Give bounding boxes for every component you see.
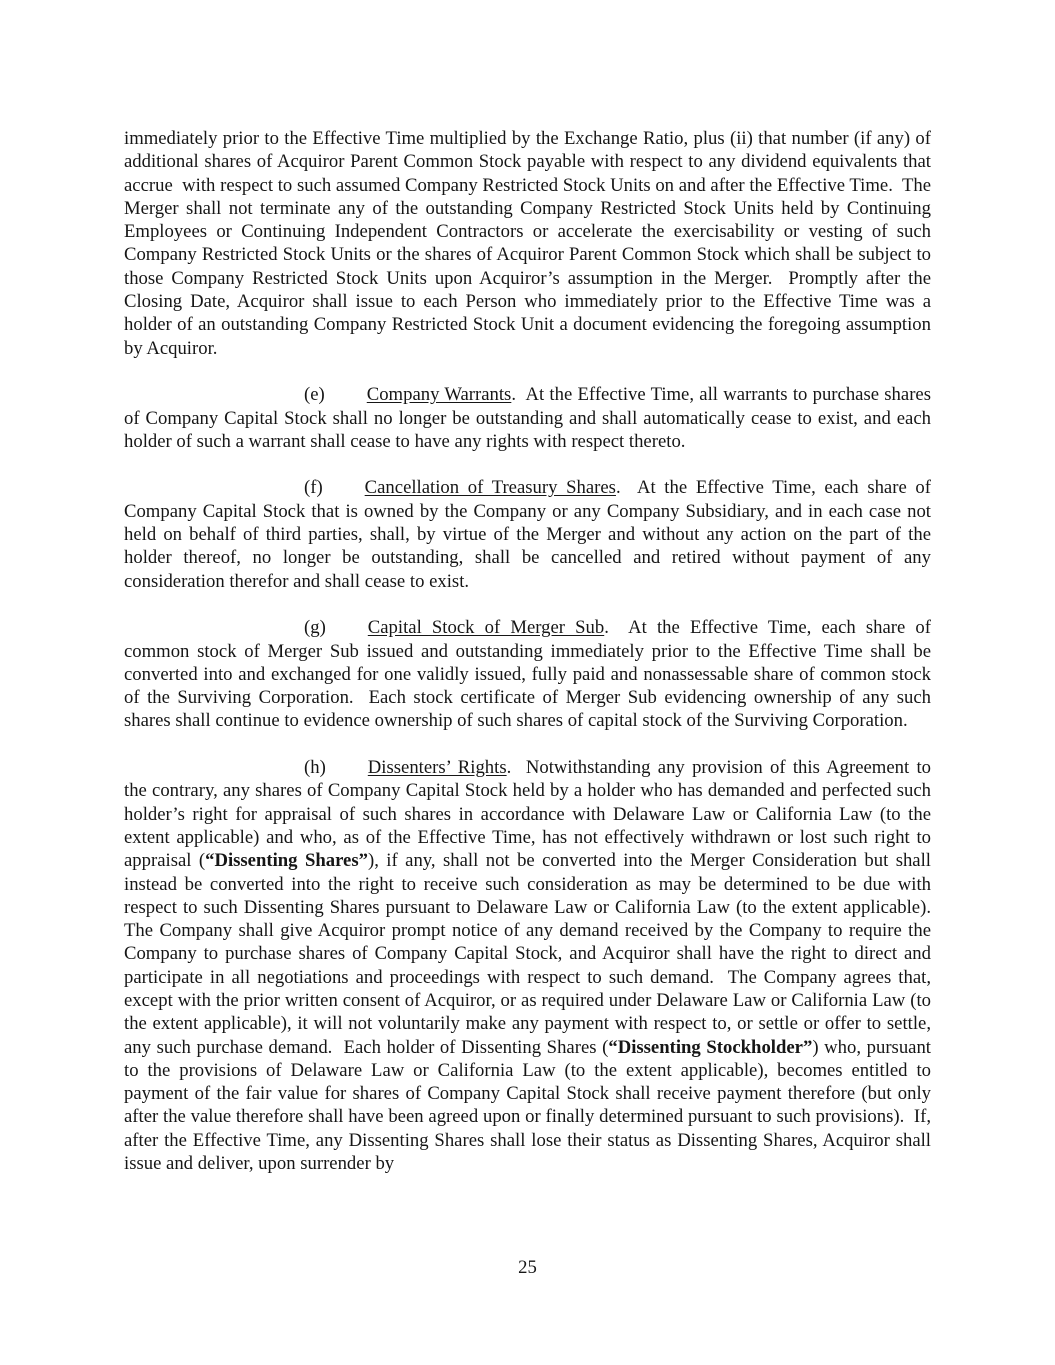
paragraph-e-company-warrants: (e) Company Warrants. At the Effective Time, all warrants to purchase shares of Company Capital Stock shall no longer be outstanding and shall automatically cease to exist, and each holder of such a warrant shall cease to have any rights with respect thereto. [124, 384, 936, 452]
paragraph-continuation: immediately prior to the Effective Time multiplied by the Exchange Ratio, plus (ii) that number (if any) of additional shares of Acquiror Parent Common Stock payable with respect to any dividend equivalents that accrue with respect to such assumed Company Restricted Stock Units on and after the Effective Time. The Merger shall not terminate any of the outstanding Company Restricted Stock Units held by Continuing Employees or Continuing Independent Contractors or accelerate the exercisability or vesting of such Company Restricted Stock Units or the shares of Acquiror Parent Common Stock which shall be subject to those Company Restricted Stock Units upon Acquiror’s assumption in the Merger. Promptly after the Closing Date, Acquiror shall issue to each Person who immediately prior to the Effective Time was a holder of an outstanding Company Restricted Stock Unit a document evidencing the foregoing assumption by Acquiror. [124, 128, 936, 359]
page-number: 25 [518, 1257, 537, 1278]
section-heading: Company Warrants [366, 384, 512, 406]
section-heading: Dissenters’ Rights [367, 757, 507, 779]
defined-term: “Dissenting Stockholder” [608, 1036, 813, 1058]
page-body [124, 127, 941, 1175]
paragraph-f-cancellation-of-treasury-shares: (f) Cancellation of Treasury Shares. At the Effective Time, each share of Company Capital Stock that is owned by the Company or any Company Subsidiary, and in each case not held on behalf of third parties, shall, by virtue of the Merger and without any action on the part of the holder thereof, no longer be outstanding, shall be cancelled and retired without payment of any consideration therefor and shall cease to exist. [124, 477, 936, 592]
section-heading: Cancellation of Treasury Shares [364, 477, 616, 499]
section-heading: Capital Stock of Merger Sub [367, 617, 605, 639]
paragraph-h-dissenters-rights: (h) Dissenters’ Rights. Notwithstanding any provision of this Agreement to the contrary, any shares of Company Capital Stock held by a holder who has demanded and perfected such holder’s right for appraisal of such shares in accordance with Delaware Law or California Law (to the extent applicable) and who, as of the Effective Time, has not effectively withdrawn or lost such right to appraisal (“Dissenting Shares”), if any, shall not be converted into the Merger Consideration but shall instead be converted into the right to receive such consideration as may be determined to be due with respect to such Dissenting Shares pursuant to Delaware Law or California Law (to the extent applicable). The Company shall give Acquiror prompt notice of any demand received by the Company to require the Company to purchase shares of Company Capital Stock, and Acquiror shall have the right to direct and participate in all negotiations and proceedings with respect to such demand. The Company agrees that, except with the prior written consent of Acquiror, or as required under Delaware Law or California Law (to the extent applicable), it will not voluntarily make any payment with respect to, or settle or offer to settle, any such purchase demand. Each holder of Dissenting Shares (“Dissenting Stockholder”) who, pursuant to the provisions of Delaware Law or California Law (to the extent applicable), becomes entitled to payment of the fair value for shares of Company Capital Stock shall receive payment therefore (but only after the value therefore shall have been agreed upon or finally determined pursuant to such provisions). If, after the Effective Time, any Dissenting Shares shall lose their status as Dissenting Shares, Acquiror shall issue and deliver, upon surrender by [124, 757, 941, 1175]
paragraph-g-capital-stock-of-merger-sub: (g) Capital Stock of Merger Sub. At the Effective Time, each share of common stock of Merger Sub issued and outstanding immediately prior to the Effective Time shall be converted into and exchanged for one validly issued, fully paid and nonassessable share of common stock of the Surviving Corporation. Each stock certificate of Merger Sub evidencing ownership of any such shares shall continue to evidence ownership of such shares of capital stock of the Surviving Corporation. [124, 617, 936, 732]
defined-term: “Dissenting Shares” [205, 850, 368, 872]
